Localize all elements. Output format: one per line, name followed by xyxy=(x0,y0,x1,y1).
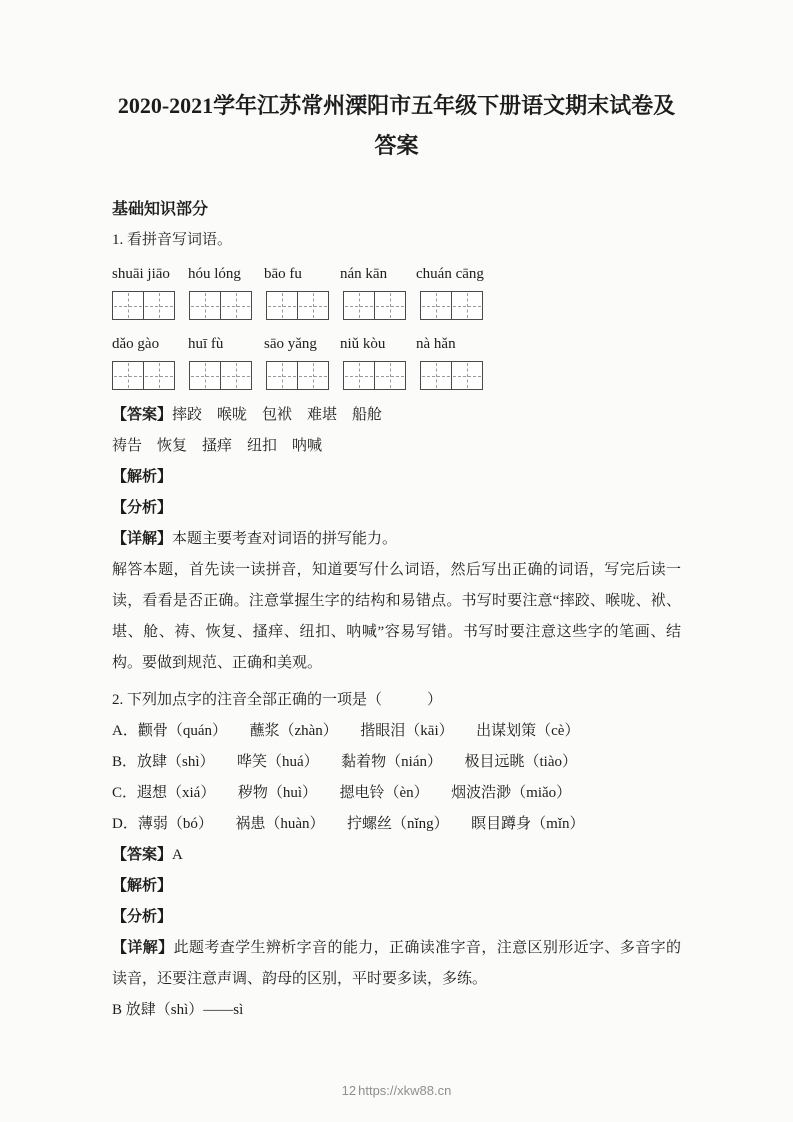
pinyin-word: hóu lóng xyxy=(188,266,241,282)
pinyin-word: bāo fu xyxy=(264,266,302,282)
tianzi-grid-group xyxy=(343,291,406,320)
q2-xiangjie-paragraph xyxy=(112,933,681,995)
pinyin-word: nán kān xyxy=(340,266,388,282)
q1-fenxi-label: 【分析】 xyxy=(112,500,173,516)
answer-text: A xyxy=(172,847,183,863)
q2-jiexi-label: 【解析】 xyxy=(112,878,173,894)
tianzi-box xyxy=(112,361,144,390)
page-number: 12 xyxy=(341,1083,357,1098)
pinyin-word: nà hǎn xyxy=(416,336,456,352)
q2-fenxi-label: 【分析】 xyxy=(112,909,173,925)
tianzi-box xyxy=(451,291,483,320)
page-footer xyxy=(0,1083,793,1098)
tianzi-grid-group xyxy=(189,291,252,320)
q1-answer-line-2: 祷告 恢复 搔痒 纽扣 呐喊 xyxy=(112,438,323,454)
tianzi-box xyxy=(143,361,175,390)
writing-grid-row-2 xyxy=(112,361,681,390)
q2-note-line: B 放肆（shì）——sì xyxy=(112,1002,244,1018)
q2-option-a: A．颧骨（quán） 蘸浆（zhàn） 揩眼泪（kāi） 出谋划策（cè） xyxy=(112,723,580,739)
answer-text: 摔跤 喉咙 包袱 难堪 船舱 xyxy=(172,407,383,423)
q2-answer-line xyxy=(112,840,681,871)
tianzi-box xyxy=(374,291,406,320)
tianzi-box xyxy=(143,291,175,320)
tianzi-grid-group xyxy=(266,361,329,390)
tianzi-box xyxy=(297,291,329,320)
tianzi-box xyxy=(189,291,221,320)
q2-option-c: C．遐想（xiá） 秽物（huì） 摁电铃（èn） 烟波浩渺（miǎo） xyxy=(112,785,572,801)
tianzi-box xyxy=(420,291,452,320)
pinyin-word: chuán cāng xyxy=(416,266,484,282)
tianzi-grid-group xyxy=(189,361,252,390)
tianzi-box xyxy=(343,291,375,320)
pinyin-word: shuāi jiāo xyxy=(112,266,170,282)
pinyin-row-2 xyxy=(112,330,681,358)
tianzi-box xyxy=(266,361,298,390)
tianzi-box xyxy=(220,361,252,390)
tianzi-grid-group xyxy=(112,361,175,390)
q2-option-b: B．放肆（shì） 哗笑（huá） 黏着物（nián） 极目远眺（tiào） xyxy=(112,754,577,770)
tianzi-box xyxy=(451,361,483,390)
q2-option-d: D．薄弱（bó） 祸患（huàn） 拧螺丝（nǐng） 瞑目蹲身（mǐn） xyxy=(112,816,585,832)
question-2-stem: 2. 下列加点字的注音全部正确的一项是（ ） xyxy=(112,692,443,708)
q1-explanation-paragraph: 解答本题，首先读一读拼音，知道要写什么词语，然后写出正确的词语，写完后读一读，看看是否正确。注意掌握生字的结构和易错点。书写时要注意“摔跤、喉咙、袱、堪、舱、祷、恢复、搔痒、纽扣、呐喊”容易写错。书写时要注意这些字的笔画、结构。要做到规范、正确和美观。 xyxy=(112,562,681,671)
tianzi-grid-group xyxy=(420,361,483,390)
tianzi-box xyxy=(343,361,375,390)
tianzi-box xyxy=(374,361,406,390)
xiangjie-label: 【详解】 xyxy=(112,940,174,956)
q1-xiangjie-line xyxy=(112,524,681,555)
pinyin-word: dǎo gào xyxy=(112,336,160,352)
tianzi-box xyxy=(297,361,329,390)
tianzi-box xyxy=(112,291,144,320)
tianzi-grid-group xyxy=(112,291,175,320)
footer-url[interactable]: https://xkw88.cn xyxy=(358,1083,452,1098)
q1-answer-line-1 xyxy=(112,400,681,431)
document-title-line2: 答案 xyxy=(374,133,419,158)
pinyin-row-1 xyxy=(112,260,681,288)
pinyin-word: niǔ kòu xyxy=(340,336,386,352)
tianzi-box xyxy=(220,291,252,320)
pinyin-word: huī fù xyxy=(188,336,224,352)
document-title-line1: 2020-2021学年江苏常州溧阳市五年级下册语文期末试卷及 xyxy=(117,93,676,118)
section-heading: 基础知识部分 xyxy=(112,201,209,218)
tianzi-box xyxy=(266,291,298,320)
tianzi-grid-group xyxy=(266,291,329,320)
tianzi-box xyxy=(420,361,452,390)
answer-label: 【答案】 xyxy=(112,847,173,863)
tianzi-grid-group xyxy=(343,361,406,390)
tianzi-grid-group xyxy=(420,291,483,320)
xiangjie-label: 【详解】 xyxy=(112,531,173,547)
tianzi-box xyxy=(189,361,221,390)
writing-grid-row-1 xyxy=(112,291,681,320)
q1-jiexi-label: 【解析】 xyxy=(112,469,173,485)
xiangjie-text: 本题主要考查对词语的拼写能力。 xyxy=(172,531,398,547)
pinyin-word: sāo yǎng xyxy=(264,336,317,352)
xiangjie-text: 此题考查学生辨析字音的能力，正确读准字音，注意区别形近字、多音字的读音，还要注意声调、韵母的区别，平时要多读，多练。 xyxy=(112,940,681,987)
answer-label: 【答案】 xyxy=(112,407,173,423)
question-1-stem: 1. 看拼音写词语。 xyxy=(112,232,233,248)
